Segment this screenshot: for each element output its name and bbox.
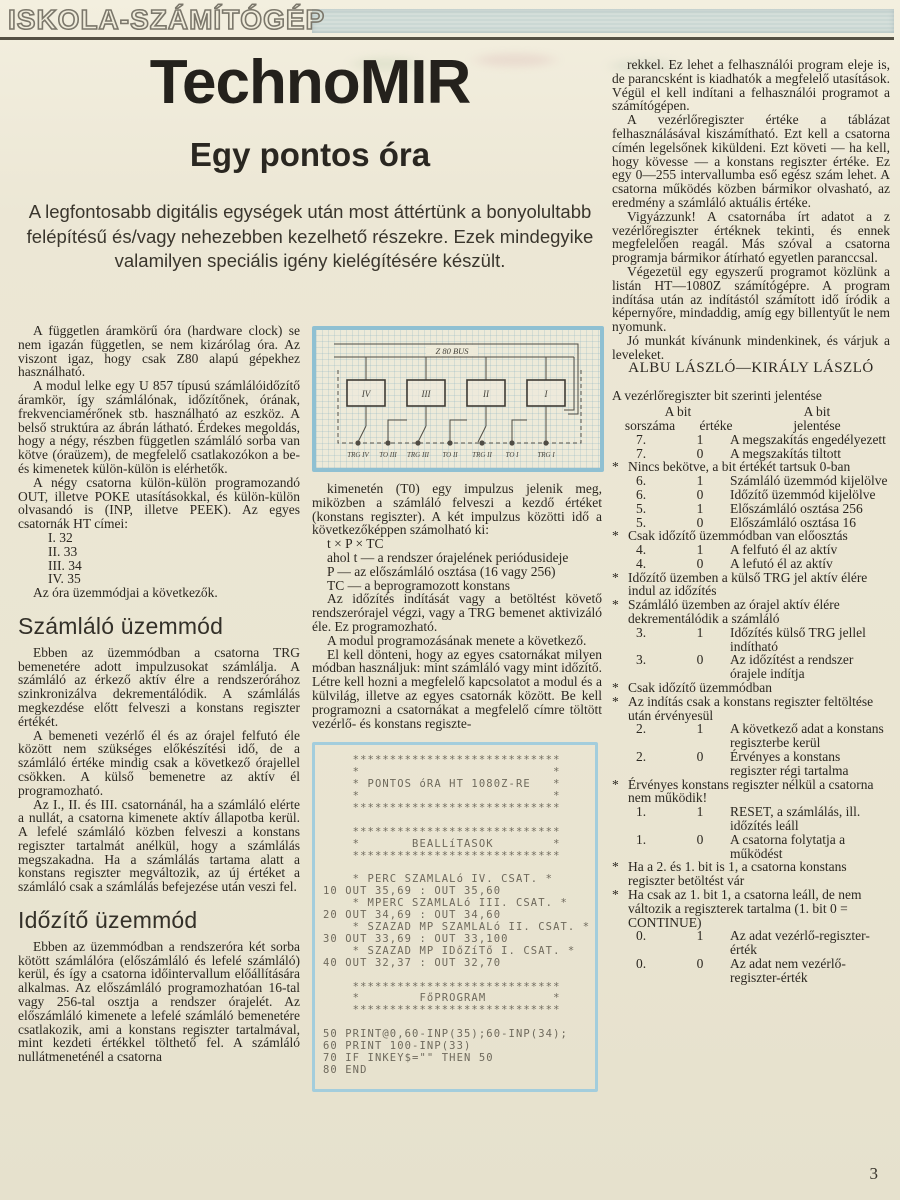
basic-program-listing — [312, 742, 598, 1091]
paragraph: Végezetül egy egyszerű programot közlünk a listán HT—1080Z számítógépre. A program indítása után az indítástól számított idő íródik a képernyőre, mindaddig, amíg egy billentyűt le nem nyomunk. — [612, 263, 890, 335]
table-note: * Érvényes konstans regiszter nélkül a csatorna nem működik! — [612, 776, 874, 806]
article-lead: A legfontosabb digitális egységek után most áttértünk a bonyolultabb felépítésű és/vagy nehezebben kezelhető részekre. Ezek mindegyike valamilyen speciális igény kielégítésére készült. — [26, 201, 594, 272]
header-group: A bit — [664, 404, 692, 420]
paragraph: A modul lelke egy U 857 típusú számlálóidőzítő áramkör, így számlálónak, időzítőnek, órának, frekvenciamérőnek stb. használható az eszköz. A belső struktúra az ábrán látható. Érdekes megoldás, hogy a négy, részben független számláló sorba van kötve (óraüzem), de megfelelő csatlakozókon a be- és kimenetek külön-külön is elérhetők. — [18, 378, 300, 476]
code-line: 30 OUT 33,69 : OUT 33,100 — [323, 932, 509, 945]
paragraph: El kell dönteni, hogy az egyes csatornákat milyen módban használjuk: mint számláló vagy mint időzítő. Létre kell hozni a megfelelő kapcsolatot a modul és a külvilág, illetve az egyes csatornák között. Be kell programozni a csatornákat a megfelelő címre töltött vezérlő- és konstans regiszte- — [312, 646, 602, 731]
column-header: sorszáma — [624, 417, 676, 433]
table-row: 4. 1 A felfutó él az aktív — [635, 542, 838, 558]
code-line — [323, 815, 589, 827]
middle-column — [312, 326, 602, 1092]
diagram-drawing — [316, 330, 600, 468]
code-line: * SZAZAD MP IDőZíTő I. CSAT. * — [323, 944, 576, 957]
table-row: 6. 0 Időzítő üzemmód kijelölve — [635, 486, 876, 502]
paragraph: Az óra üzemmódjai a következők. — [33, 585, 218, 601]
table-note: * Csak időzítő üzemmódban — [612, 680, 772, 696]
code-line: * * — [323, 790, 561, 803]
block-diagram — [312, 326, 604, 472]
section-heading-counter-mode: Számláló üzemmód — [18, 612, 224, 639]
paragraph: Jó munkát kívánunk mindenkinek, és várjuk a leveleket. — [612, 332, 890, 362]
table-note: * Időzítő üzemben a külső TRG jel aktív élére indul az időzítés — [612, 569, 868, 599]
list-item: I. 32 — [48, 529, 73, 545]
code-line: 40 OUT 32,37 : OUT 32,70 — [323, 956, 502, 969]
article-title: TechnoMIR — [149, 48, 471, 117]
terminal-label: TRG I — [537, 451, 555, 459]
table-row: 5. 1 Előszámláló osztása 256 — [635, 500, 863, 516]
column-header: értéke — [699, 417, 733, 433]
code-line: **************************** — [323, 1004, 561, 1017]
formula-definition: ahol t — a rendszer órajelének periódusideje — [327, 549, 569, 565]
bus-label: Z 80 BUS — [435, 346, 469, 356]
code-line: * FőPROGRAM * — [323, 992, 561, 1005]
magazine-logo: ISKOLA-SZÁMÍTÓGÉP — [8, 4, 326, 35]
paragraph: Vigyázzunk! A csatornába írt adatot a z vezérlőregiszter értéknek tekinti, és ennek megfelelően reagál. Más szóval a csatorna programja bármikor átírható egyetlen paranccsal. — [612, 208, 890, 266]
paragraph: Ebben az üzemmódban a rendszeróra két sorba kötött számlálóra (előszámláló és lefelé számláló) kerül, és így a csatorna időintervallum előállítására alkalmas. Az előszámláló programozhatóan 16-tal vagy 256-tal osztja a rendszer órajelét. Az előszámláló kimenete a lefelé számláló bemenetére csatlakozik, ami a konstans regiszter tartalmával, mint kezdeti értékkel tölthető fel. A számláló nullátmeneténél a csatorna — [18, 938, 300, 1065]
code-line: * BEALLíTASOK * — [323, 837, 561, 850]
counter-box-label: I — [544, 389, 548, 399]
code-line: * SZAZAD MP SZAMLALó II. CSAT. * — [323, 921, 591, 934]
code-line: * PERC SZAMLALó IV. CSAT. * — [323, 873, 554, 886]
code-line: * * — [323, 766, 561, 779]
paragraph: A bemeneti vezérlő él és az órajel felfutó éle között nem szükséges előkészítési idő, de a számláló értéke mindig csak a következő órajellel csökken. A külső bemenetre az aktív él programozható. — [18, 727, 300, 798]
paragraph: rekkel. Ez lehet a felhasználói program eleje is, de parancsként is kiadhatók a megfelelő utasítások. Végül el kell indítani a felhasználói programot a számítógépen. — [612, 57, 890, 114]
code-line: **************************** — [323, 754, 561, 767]
table-note: * Ha csak az 1. bit 1, a csatorna leáll, de nem változik a regiszterek tartalma (1. bit 0 = CONTINUE) — [612, 887, 862, 930]
table-row: 3. 1 Időzítés külső TRG jellel indítható — [635, 624, 866, 654]
terminal-label: TO II — [442, 451, 458, 459]
code-line — [323, 970, 589, 982]
table-row: 1. 0 A csatorna folytatja a működést — [635, 831, 846, 861]
table-row: 2. 1 A következő adat a konstans regiszterbe kerül — [635, 721, 884, 751]
code-line: 50 PRINT@0,60-INP(35);60-INP(34); — [323, 1028, 568, 1041]
table-row: 0. 1 Az adat vezérlő-regiszter-érték — [635, 928, 870, 958]
column-header: jelentése — [793, 417, 841, 433]
paragraph: Az I., II. és III. csatornánál, ha a számláló elérte a nullát, a csatorna kimenete aktív állapotba kerül. A lefelé számláló közben felveszi a konstans regiszter tartalmát anélkül, hogy a számlálás megszakadna. Ha a számlálás tartama alatt a konstans regiszter megváltozik, az új értéket a számláló csak a számlálás befejezése után veszi fel. — [18, 796, 300, 895]
paragraph: A független áramkörű óra (hardware clock) se nem igazán független, se nem kizárólag óra. Az viszont igaz, hogy csak Z80 alapú gépekhez használható. — [18, 323, 300, 380]
list-item: II. 33 — [48, 543, 78, 559]
code-line: 20 OUT 34,69 : OUT 34,60 — [323, 909, 502, 922]
paragraph: A négy csatorna külön-külön programozandó OUT, illetve POKE utasításokkal, és külön-külön olvasandó is (INP, illetve PEEK). Az egyes csatornák HT címei: — [18, 474, 300, 532]
table-note: * Csak időzítő üzemmódban van előosztás — [612, 528, 848, 544]
paragraph: Ebben az üzemmódban a csatorna TRG bemenetére adott impulzusokat számlálja. A számláló az érkező aktív élre a rendszerórához szinkronizálva dekrementálódik. A számlálás megkezdése előtt felveszi a konstans regiszter értékét. — [18, 644, 300, 729]
table-row: 3. 0 Az időzítést a rendszer órajele indítja — [635, 652, 854, 682]
code-line: 60 PRINT 100-INP(33) — [323, 1040, 472, 1053]
table-row: 4. 0 A lefutó él az aktív — [635, 555, 833, 571]
channel-address-list — [18, 531, 300, 586]
formula-definition: TC — a beprogramozott konstans — [327, 577, 510, 593]
table-note: * Az indítás csak a konstans regiszter feltöltése után érvényesül — [612, 693, 874, 723]
table-row: 7. 1 A megszakítás engedélyezett — [635, 431, 886, 447]
paragraph: A vezérlőregiszter értéke a táblázat felhasználásával kiszámítható. Ezt kell a csatorna címén legelsőnek kiküldeni. Ezt követi — ha kell, hogy kövesse — a konstans regiszter értéke. Ez egy 0—255 intervallumba eső egész szám lehet. A csatorna működés közben bármikor olvasható, az eredmény a számláló aktuális értéke. — [612, 112, 890, 210]
article-subtitle: Egy pontos óra — [189, 136, 431, 173]
table-row: 6. 1 Számláló üzemmód kijelölve — [635, 473, 888, 489]
paragraph: Az időzítés indítását vagy a betöltést követő rendszerórajel végzi, vagy a TRG bemenet aktivizáló éle. Ez programozható. — [312, 591, 602, 634]
counter-box-label: III — [421, 389, 431, 399]
terminal-label: TRG III — [407, 451, 429, 459]
code-line: **************************** — [323, 825, 561, 838]
table-title: A vezérlőregiszter bit szerinti jelentése — [612, 388, 822, 404]
list-item: III. 34 — [48, 557, 82, 573]
header-group: A bit — [803, 404, 831, 420]
masthead-rule — [0, 37, 894, 40]
code-line: 70 IF INKEY$="" THEN 50 — [323, 1052, 494, 1064]
code-line: 10 OUT 35,69 : OUT 35,60 — [323, 885, 502, 898]
code-line: **************************** — [323, 849, 561, 862]
table-row: 0. 0 Az adat nem vezérlő-regiszter-érték — [635, 956, 846, 985]
author-byline: ALBU LÁSZLÓ—KIRÁLY LÁSZLÓ — [628, 359, 874, 376]
table-row: 7. 0 A megszakítás tiltott — [635, 445, 841, 461]
code-line: 80 END — [323, 1063, 368, 1076]
paragraph: kimenetén (T0) egy impulzus jelenik meg, miközben a számláló felveszi a kezdő értéket (konstans regiszter). A két impulzus közötti idő a következőképpen számolható ki: — [312, 481, 602, 538]
code-line: **************************** — [323, 980, 561, 993]
page-number: 3 — [869, 1164, 878, 1183]
terminal-label: TO III — [379, 451, 397, 459]
timing-formula: t × P × TC — [327, 536, 384, 552]
terminal-label: TRG II — [472, 451, 492, 459]
table-row: 1. 1 RESET, a számlálás, ill. időzítés leáll — [635, 804, 861, 834]
list-item: IV. 35 — [48, 571, 81, 587]
code-line: **************************** — [323, 801, 561, 814]
table-note: * Ha a 2. és 1. bit is 1, a csatorna konstans regiszter betöltést vár — [612, 859, 847, 889]
left-column — [18, 324, 300, 1064]
table-row: 2. 0 Érvényes a konstans regiszter régi tartalma — [635, 749, 849, 778]
section-heading-timer-mode: Időzítő üzemmód — [18, 907, 198, 934]
formula-definition: P — az előszámláló osztása (16 vagy 256) — [327, 563, 556, 579]
table-note: * Nincs bekötve, a bit értékét tartsuk 0-ban — [612, 459, 851, 475]
article-header — [20, 48, 600, 274]
right-column — [612, 58, 890, 985]
counter-box-label: II — [483, 389, 489, 399]
terminal-label: TRG IV — [347, 451, 369, 459]
masthead-band — [312, 9, 894, 33]
paragraph: A modul programozásának menete a következő. — [327, 632, 587, 648]
counter-box-label: IV — [361, 389, 371, 399]
control-register-bit-table — [612, 389, 890, 984]
table-row: 5. 0 Előszámláló osztása 16 — [635, 514, 856, 530]
table-note: * Számláló üzemben az órajel aktív élére dekrementálódik a számláló — [612, 597, 840, 627]
code-line: * PONTOS óRA HT 1080Z-RE * — [323, 778, 561, 791]
terminal-label: TO I — [505, 451, 519, 459]
table-header — [612, 405, 890, 433]
code-line: * MPERC SZAMLALó III. CSAT. * — [323, 897, 568, 910]
